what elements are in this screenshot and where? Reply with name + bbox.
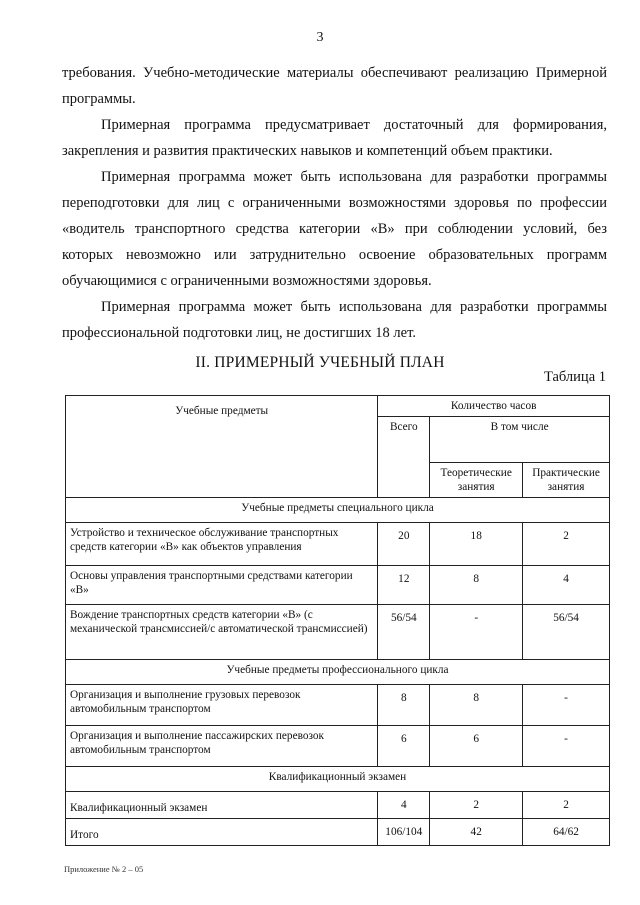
- table-row: [66, 566, 610, 605]
- row-name: Устройство и техническое обслуживание транспортных средств категории «В» как объектов управления: [66, 523, 378, 566]
- row-total: 4: [378, 792, 430, 819]
- row-practice: 64/62: [523, 819, 610, 846]
- header-practice: Практические занятия: [523, 463, 610, 498]
- row-theory: 6: [430, 726, 523, 767]
- header-total: Всего: [378, 417, 430, 498]
- row-name: Квалификационный экзамен: [66, 792, 378, 819]
- table-row: [66, 792, 610, 819]
- header-including: В том числе: [430, 417, 610, 463]
- header-hours: Количество часов: [378, 396, 610, 417]
- paragraph-4: Примерная программа может быть использована для разработки программы профессиональной подготовки лиц, не достигших 18 лет.: [62, 299, 607, 341]
- table-row: [66, 726, 610, 767]
- header-subjects: Учебные предметы: [66, 396, 378, 498]
- row-theory: 8: [430, 685, 523, 726]
- row-practice: 56/54: [523, 605, 610, 660]
- row-practice: -: [523, 685, 610, 726]
- row-practice: 2: [523, 792, 610, 819]
- row-name: Основы управления транспортными средствами категории «В»: [66, 566, 378, 605]
- group-professional: Учебные предметы профессионального цикла: [66, 660, 610, 685]
- page-number: 3: [316, 30, 324, 45]
- group-exam: Квалификационный экзамен: [66, 767, 610, 792]
- table-row: [66, 523, 610, 566]
- row-practice: -: [523, 726, 610, 767]
- row-practice: 2: [523, 523, 610, 566]
- table-row-total: [66, 819, 610, 846]
- row-name: Организация и выполнение пассажирских перевозок автомобильным транспортом: [66, 726, 378, 767]
- row-total: 8: [378, 685, 430, 726]
- row-name: Итого: [66, 819, 378, 846]
- row-theory: 18: [430, 523, 523, 566]
- row-name: Вождение транспортных средств категории «В» (с механической трансмиссией/с автоматической трансмиссией): [66, 605, 378, 660]
- row-theory: -: [430, 605, 523, 660]
- paragraph-2: Примерная программа предусматривает достаточный для формирования, закрепления и развития практических навыков и компетенций объем практики.: [62, 117, 607, 159]
- header-theory: Теоретические занятия: [430, 463, 523, 498]
- section-title: II. ПРИМЕРНЫЙ УЧЕБНЫЙ ПЛАН: [195, 354, 445, 371]
- row-practice: 4: [523, 566, 610, 605]
- row-total: 106/104: [378, 819, 430, 846]
- row-total: 12: [378, 566, 430, 605]
- row-total: 20: [378, 523, 430, 566]
- group-special: Учебные предметы специального цикла: [66, 498, 610, 523]
- curriculum-table: [65, 395, 610, 846]
- row-name: Организация и выполнение грузовых перевозок автомобильным транспортом: [66, 685, 378, 726]
- row-total: 6: [378, 726, 430, 767]
- row-theory: 42: [430, 819, 523, 846]
- row-theory: 2: [430, 792, 523, 819]
- footer-note: Приложение № 2 – 05: [64, 864, 144, 874]
- row-total: 56/54: [378, 605, 430, 660]
- paragraph-3: Примерная программа может быть использована для разработки программы переподготовки для лиц с ограниченными возможностями здоровья по профессии «водитель транспортного средства категории «В» при соблюдении условий, без которых невозможно или затруднительно освоение образовательных программ обучающимися с ограниченными возможностями здоровья.: [62, 169, 607, 289]
- table-row: [66, 605, 610, 660]
- table-row: [66, 685, 610, 726]
- table-label: Таблица 1: [543, 369, 606, 385]
- row-theory: 8: [430, 566, 523, 605]
- paragraph-1: требования. Учебно-методические материалы обеспечивают реализацию Примерной программы.: [62, 65, 607, 107]
